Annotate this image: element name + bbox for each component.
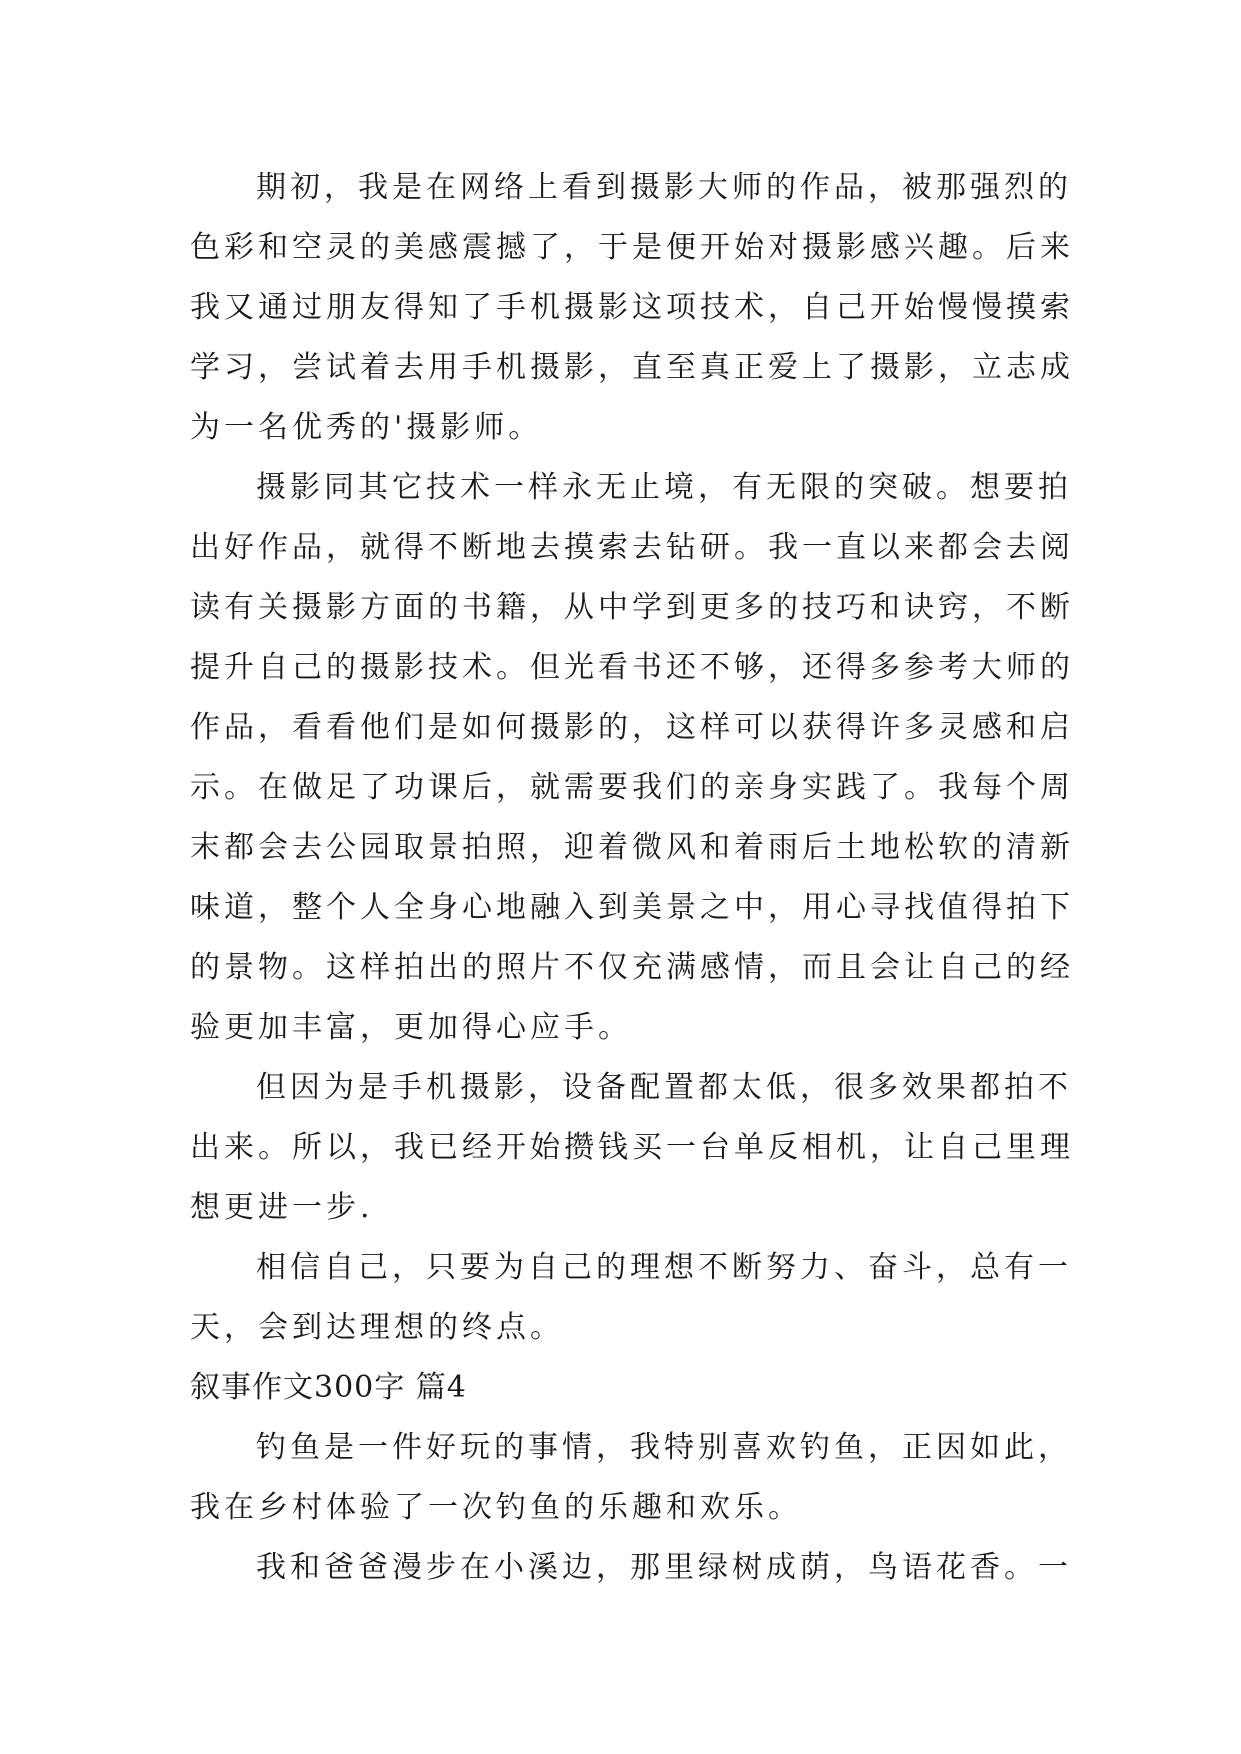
text-line: 示。在做足了功课后，就需要我们的亲身实践了。我每个周: [190, 770, 1074, 805]
text-line: 相信自己，只要为自己的理想不断努力、奋斗，总有一: [256, 1250, 1072, 1285]
paragraph-3: [190, 1058, 1074, 1238]
section-heading: [190, 1358, 1070, 1418]
text-line: 提升自己的摄影技术。但光看书还不够，还得多参考大师的: [190, 650, 1074, 685]
text-line: 味道，整个人全身心地融入到美景之中，用心寻找值得拍下: [190, 890, 1074, 925]
text-line: 钓鱼是一件好玩的事情，我特别喜欢钓鱼，正因如此，: [256, 1430, 1072, 1465]
text-line: 我和爸爸漫步在小溪边，那里绿树成荫，鸟语花香。一: [256, 1550, 1072, 1585]
text-line: 天，会到达理想的终点。: [190, 1310, 564, 1345]
paragraph-5: [190, 1418, 1070, 1538]
text-line: 学习，尝试着去用手机摄影，直至真正爱上了摄影，立志成: [190, 350, 1074, 385]
text-line: 作品，看看他们是如何摄影的，这样可以获得许多灵感和启: [190, 710, 1074, 745]
text-line: 期初，我是在网络上看到摄影大师的作品，被那强烈的: [256, 170, 1072, 205]
text-line: 摄影同其它技术一样永无止境，有无限的突破。想要拍: [256, 470, 1072, 505]
text-line: 末都会去公园取景拍照，迎着微风和着雨后土地松软的清新: [190, 830, 1074, 865]
text-line: 想更进一步.: [190, 1190, 374, 1225]
text-line: 色彩和空灵的美感震撼了，于是便开始对摄影感兴趣。后来: [190, 230, 1074, 265]
text-line: 验更加丰富，更加得心应手。: [190, 1010, 632, 1045]
paragraph-2: [190, 458, 1074, 1058]
text-line: 出好作品，就得不断地去摸索去钻研。我一直以来都会去阅: [190, 530, 1074, 565]
paragraph-4: [190, 1238, 1070, 1358]
text-line: 的景物。这样拍出的照片不仅充满感情，而且会让自己的经: [190, 950, 1074, 985]
paragraph-1: [190, 158, 1074, 458]
paragraph-6: [190, 1538, 1070, 1598]
text-line: 我在乡村体验了一次钓鱼的乐趣和欢乐。: [190, 1490, 802, 1525]
text-line: 读有关摄影方面的书籍，从中学到更多的技巧和诀窍，不断: [190, 590, 1074, 625]
document-body: [190, 158, 1074, 1598]
text-line: 为一名优秀的'摄影师。: [190, 410, 543, 445]
text-line: 我又通过朋友得知了手机摄影这项技术，自己开始慢慢摸索: [190, 290, 1074, 325]
text-line: 出来。所以，我已经开始攒钱买一台单反相机，让自己里理: [190, 1130, 1074, 1165]
text-line: 但因为是手机摄影，设备配置都太低，很多效果都拍不: [256, 1070, 1072, 1105]
section-title: 叙事作文300字 篇4: [190, 1370, 467, 1405]
